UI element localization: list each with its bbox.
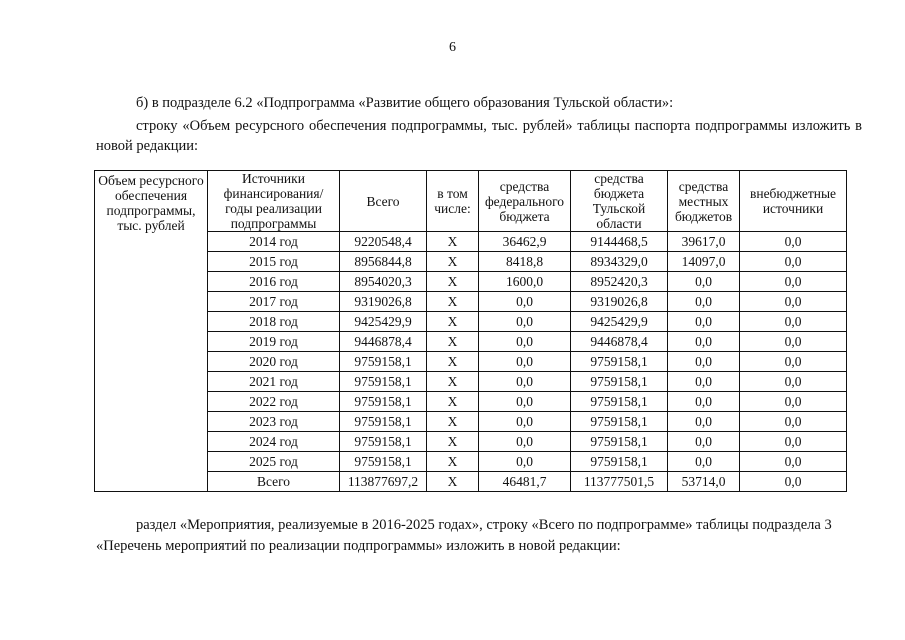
header-incl: в том числе: [427,171,479,232]
table-row [95,252,847,272]
cell-regional: 9144468,5 [571,232,668,252]
cell-total: 9759158,1 [340,412,427,432]
cell-total: 9220548,4 [340,232,427,252]
cell-extra: 0,0 [740,292,847,312]
table-row [95,352,847,372]
table-row [95,412,847,432]
cell-federal: 0,0 [479,292,571,312]
cell-year: 2024 год [208,432,340,452]
cell-year: 2015 год [208,252,340,272]
cell-regional: 9759158,1 [571,452,668,472]
cell-total: 9759158,1 [340,452,427,472]
cell-federal: 8418,8 [479,252,571,272]
table-row [95,452,847,472]
cell-local: 0,0 [668,432,740,452]
cell-federal: 1600,0 [479,272,571,292]
resource-table [94,170,847,492]
cell-federal: 0,0 [479,412,571,432]
cell-local: 0,0 [668,272,740,292]
cell-total: 9759158,1 [340,392,427,412]
cell-local: 0,0 [668,292,740,312]
header-total: Всего [340,171,427,232]
cell-total: 9759158,1 [340,372,427,392]
cell-incl: X [427,412,479,432]
cell-total: 9319026,8 [340,292,427,312]
cell-local: 0,0 [668,392,740,412]
page-number: 6 [449,40,456,55]
cell-incl: X [427,332,479,352]
cell-regional: 9319026,8 [571,292,668,312]
cell-total: 8956844,8 [340,252,427,272]
cell-extra: 0,0 [740,312,847,332]
header-federal: средства федерального бюджета [479,171,571,232]
cell-extra: 0,0 [740,432,847,452]
cell-year: 2025 год [208,452,340,472]
cell-year: 2022 год [208,392,340,412]
cell-local: 0,0 [668,332,740,352]
cell-total: 8954020,3 [340,272,427,292]
cell-extra: 0,0 [740,252,847,272]
cell-incl: X [427,272,479,292]
table-row [95,392,847,412]
cell-regional: 9759158,1 [571,432,668,452]
cell-incl: X [427,372,479,392]
cell-incl: X [427,312,479,332]
cell-regional: 9759158,1 [571,412,668,432]
cell-local: 39617,0 [668,232,740,252]
cell-local: 14097,0 [668,252,740,272]
cell-incl: X [427,472,479,492]
cell-local: 0,0 [668,352,740,372]
cell-year: 2023 год [208,412,340,432]
header-regional: средства бюджета Тульской области [571,171,668,232]
intro-paragraph: б) в подразделе 6.2 «Подпрограмма «Развитие общего образования Тульской области»: [136,95,674,111]
cell-regional: 9446878,4 [571,332,668,352]
cell-year: 2021 год [208,372,340,392]
cell-incl: X [427,292,479,312]
cell-extra: 0,0 [740,332,847,352]
cell-federal: 0,0 [479,332,571,352]
table-row [95,472,847,492]
cell-extra: 0,0 [740,232,847,252]
cell-federal: 46481,7 [479,472,571,492]
cell-total: 9425429,9 [340,312,427,332]
cell-regional: 9425429,9 [571,312,668,332]
cell-year: Всего [208,472,340,492]
cell-local: 0,0 [668,312,740,332]
header-sources: Источники финансирования/ годы реализации подпрограммы [208,171,340,232]
cell-federal: 0,0 [479,432,571,452]
cell-year: 2016 год [208,272,340,292]
cell-federal: 0,0 [479,372,571,392]
cell-federal: 0,0 [479,312,571,332]
cell-incl: X [427,232,479,252]
table-row [95,332,847,352]
cell-incl: X [427,432,479,452]
header-extra: внебюджетные источники [740,171,847,232]
cell-year: 2020 год [208,352,340,372]
cell-year: 2017 год [208,292,340,312]
cell-federal: 36462,9 [479,232,571,252]
cell-extra: 0,0 [740,452,847,472]
cell-total: 9759158,1 [340,352,427,372]
cell-incl: X [427,452,479,472]
cell-federal: 0,0 [479,352,571,372]
cell-year: 2018 год [208,312,340,332]
cell-federal: 0,0 [479,392,571,412]
cell-extra: 0,0 [740,372,847,392]
cell-extra: 0,0 [740,272,847,292]
instruction-paragraph: строку «Объем ресурсного обеспечения подпрограммы, тыс. рублей» таблицы паспорта подпрограммы изложить в новой редакции: [96,118,862,154]
cell-extra: 0,0 [740,412,847,432]
cell-incl: X [427,392,479,412]
cell-extra: 0,0 [740,392,847,412]
closing-paragraph: раздел «Мероприятия, реализуемые в 2016-2025 годах», строку «Всего по подпрограмме» таблицы подраздела 3 «Перечень мероприятий по реализации подпрограммы» изложить в новой редакции: [96,517,832,554]
cell-total: 9759158,1 [340,432,427,452]
cell-incl: X [427,252,479,272]
cell-regional: 9759158,1 [571,392,668,412]
cell-regional: 113777501,5 [571,472,668,492]
cell-local: 0,0 [668,452,740,472]
cell-extra: 0,0 [740,352,847,372]
table-row [95,232,847,252]
cell-regional: 8952420,3 [571,272,668,292]
table-row [95,292,847,312]
lead-label-cell: Объем ресурсного обеспечения подпрограммы, тыс. рублей [95,171,208,492]
table-row [95,272,847,292]
cell-regional: 9759158,1 [571,352,668,372]
cell-local: 0,0 [668,412,740,432]
cell-year: 2019 год [208,332,340,352]
cell-total: 9446878,4 [340,332,427,352]
cell-local: 0,0 [668,372,740,392]
cell-total: 113877697,2 [340,472,427,492]
header-local: средства местных бюджетов [668,171,740,232]
cell-year: 2014 год [208,232,340,252]
cell-regional: 8934329,0 [571,252,668,272]
table-header-row [95,171,847,232]
table-row [95,432,847,452]
cell-extra: 0,0 [740,472,847,492]
cell-regional: 9759158,1 [571,372,668,392]
cell-incl: X [427,352,479,372]
cell-federal: 0,0 [479,452,571,472]
table-row [95,372,847,392]
cell-local: 53714,0 [668,472,740,492]
table-row [95,312,847,332]
